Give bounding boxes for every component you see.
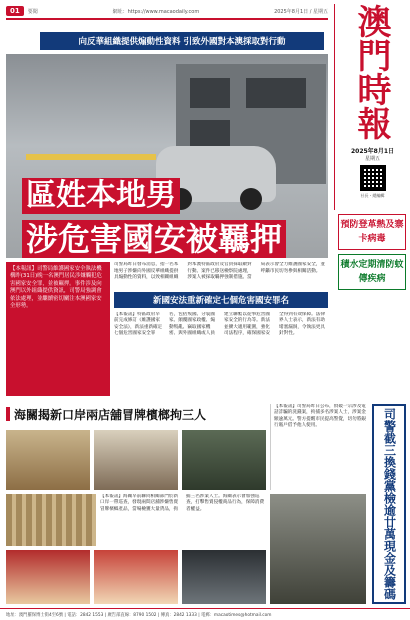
lead-paragraph: 【本報訊】司警局維護國家安全執法機構昨(31日)晚一名澳門居民涉嫌觸犯危害國家安全罪，並被羈押。事件涉及向澳門以外組織提供資訊，司警局強調會依法處理，並繼續密切關注本澳國家安全形勢。 — [6, 262, 110, 396]
vertical-headline[interactable]: 司警截三換錢黨檢逾廿萬現金及籌碼 — [372, 404, 406, 604]
masthead-note: 社長・總編輯 — [360, 193, 385, 198]
main-headline-line2[interactable]: 涉危害國安被羈押 — [22, 220, 286, 258]
article-body-2: 【本報訊】特區政府早前完成修訂《維護國家安全法》，新法重新確定七個危害國家安全罪名，包括叛國、分裂國家、顛覆國家政權、煽動叛亂、竊取國家機密、與外國組織或人員建立聯繫以從事危害國家安全的行為等。新法並擴大適用範圍，強化司法程序，確保國家安全得到有效保障。法律界人士表示，新法有助堵塞漏洞，令執法更具針對性。 — [114, 312, 325, 337]
story2-title-text: 海關揭新口岸兩店舖冒牌檳榔拘三人 — [14, 407, 207, 422]
story2-photo-4[interactable] — [6, 494, 96, 546]
story2-photo-2[interactable] — [94, 430, 178, 490]
newspaper-title: 澳門時報 — [351, 4, 391, 140]
masthead — [334, 4, 406, 210]
page-number: 01 — [6, 6, 24, 16]
mosquito-ad[interactable]: 積水定期清防蚊傳疾病 — [338, 254, 406, 290]
side-story-body: 【本報訊】司警局昨日公布，偵破一宗涉及電話詐騙的洗錢案，拘捕多名涉案人士，涉案金額逾萬元。警方提醒市民提高警覺，切勿將銀行賬戶借予他人使用。 — [270, 404, 366, 490]
dengue-ad[interactable]: 預防登革熱及寨卡病毒 — [338, 214, 406, 250]
story2-photo-3[interactable] — [182, 430, 266, 490]
headline-kicker[interactable]: 向反華組織提供煽動性資料 引致外國對本澳採取對行動 — [40, 32, 324, 50]
story2-photo-7[interactable] — [182, 550, 266, 604]
hero-photo[interactable] — [6, 54, 328, 258]
masthead-date: 2025年8月1日 — [350, 148, 395, 155]
section-label: 要聞 — [27, 8, 38, 15]
story2-photo-6[interactable] — [94, 550, 178, 604]
footer: 地址：澳門羅保博士街4至6號 | 電話：2842 1553 | 廣告部直線：8790 1502 | 傳真：2842 1333 | 電郵：macaotimes@hotmail.com — [0, 608, 410, 620]
date-line: 2025年8月1日 / 星期五 — [274, 8, 329, 15]
main-headline-line1[interactable]: 區姓本地男 — [22, 178, 180, 214]
website-link[interactable]: 網址：https://www.macaodaily.com — [112, 8, 200, 15]
article-body-1: 司警局昨日發布消息，指一名本地男子涉嫌向外國反華組織提供具煽動性的資料，以致相關組織對本澳特區政府及官員採取敵對行動。案件已移送檢察院處理，涉案人被採取羈押強制措施。當局表示會全力維護國家安全，並呼籲市民切勿參與相關活動。 — [114, 262, 325, 280]
story2-headline[interactable] — [6, 404, 266, 424]
top-bar — [6, 4, 328, 18]
title-accent-bar — [6, 407, 10, 421]
story2-photo-5[interactable] — [6, 550, 90, 604]
story2-body: 【本報訊】海關早前聯同相關部門於新口岸一帶巡查，發現兩間店舖涉嫌售賣冒牌檳榔產品，當場檢獲大量貨品，拘捕三名涉案人士。海關表示會加強巡查，打擊售賣侵權商品行為，保障消費者權益。 — [100, 494, 265, 512]
sub-headline[interactable]: 新國安法重新確定七個危害國安罪名 — [114, 292, 328, 308]
side-story-photo[interactable] — [270, 494, 366, 604]
story2-photo-1[interactable] — [6, 430, 90, 490]
masthead-weekday: 星期五 — [364, 156, 380, 162]
header-divider — [6, 18, 328, 20]
qr-code-icon[interactable] — [360, 165, 386, 191]
barrier-image — [26, 154, 156, 160]
